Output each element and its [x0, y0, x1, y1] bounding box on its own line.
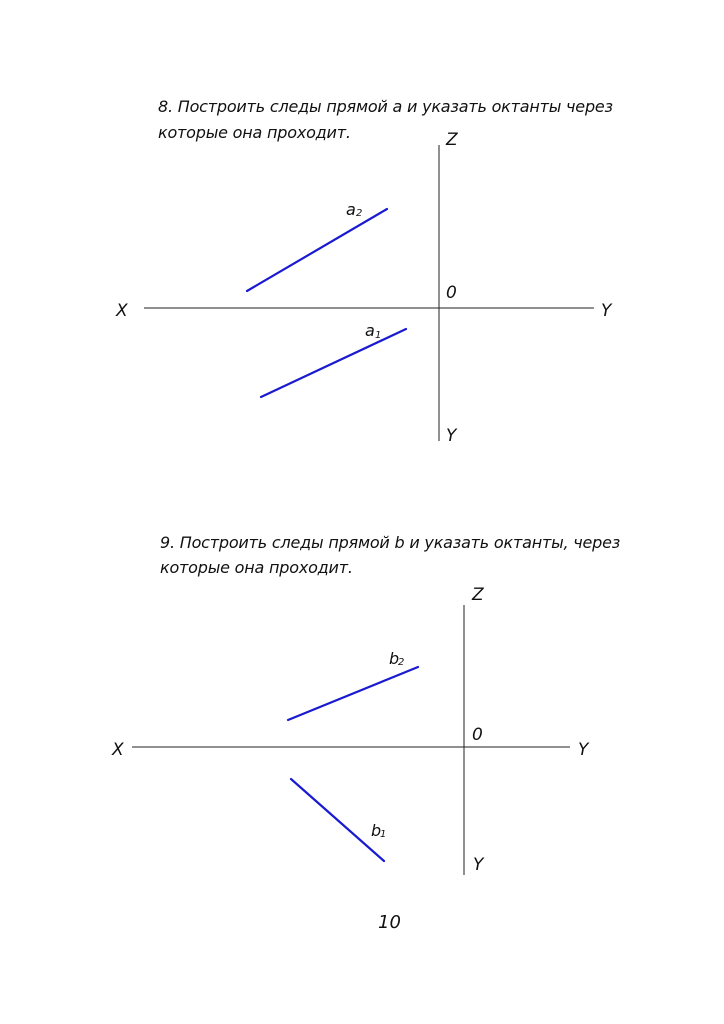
task-8-y-right-label: Y — [601, 301, 612, 321]
task-9-origin-label: 0 — [472, 725, 483, 745]
task-8-a1-subscript: 1 — [375, 330, 382, 341]
task-8-text-line-2: которые она проходит. — [158, 123, 351, 142]
task-9-x-label: X — [112, 740, 124, 760]
task-9-z-label: Z — [472, 585, 484, 605]
task-8-z-label: Z — [446, 130, 458, 150]
task-9-b2-letter: b — [389, 649, 400, 668]
task-8-line-a1 — [261, 329, 406, 397]
task-9-y-down-label: Y — [473, 855, 484, 875]
task-8-y-down-label: Y — [446, 426, 457, 446]
task-9-text-line-2: которые она проходит. — [160, 558, 353, 577]
task-8 — [115, 97, 613, 446]
task-9-line-b2 — [288, 667, 418, 720]
task-9-b1-letter: b — [371, 821, 382, 840]
task-9-line-b1 — [291, 779, 387, 861]
task-8-origin-label: 0 — [446, 283, 457, 303]
task-9-text-line-1: 9. Построить следы прямой b и указать октанты, через — [160, 533, 621, 552]
task-9 — [111, 533, 620, 875]
task-8-a1-letter: a — [365, 321, 375, 340]
task-9-b2-subscript: 2 — [398, 657, 405, 668]
task-8-x-label: X — [116, 301, 128, 321]
task-8-a2-letter: a — [346, 200, 356, 219]
task-8-line-a2 — [247, 209, 387, 291]
task-9-b1-subscript: 1 — [380, 829, 387, 840]
page-number: 10 — [378, 912, 401, 933]
task-8-a2-subscript: 2 — [356, 208, 363, 219]
task-8-text-line-1: 8. Построить следы прямой a и указать октанты через — [158, 97, 613, 116]
task-9-y-right-label: Y — [578, 740, 589, 760]
